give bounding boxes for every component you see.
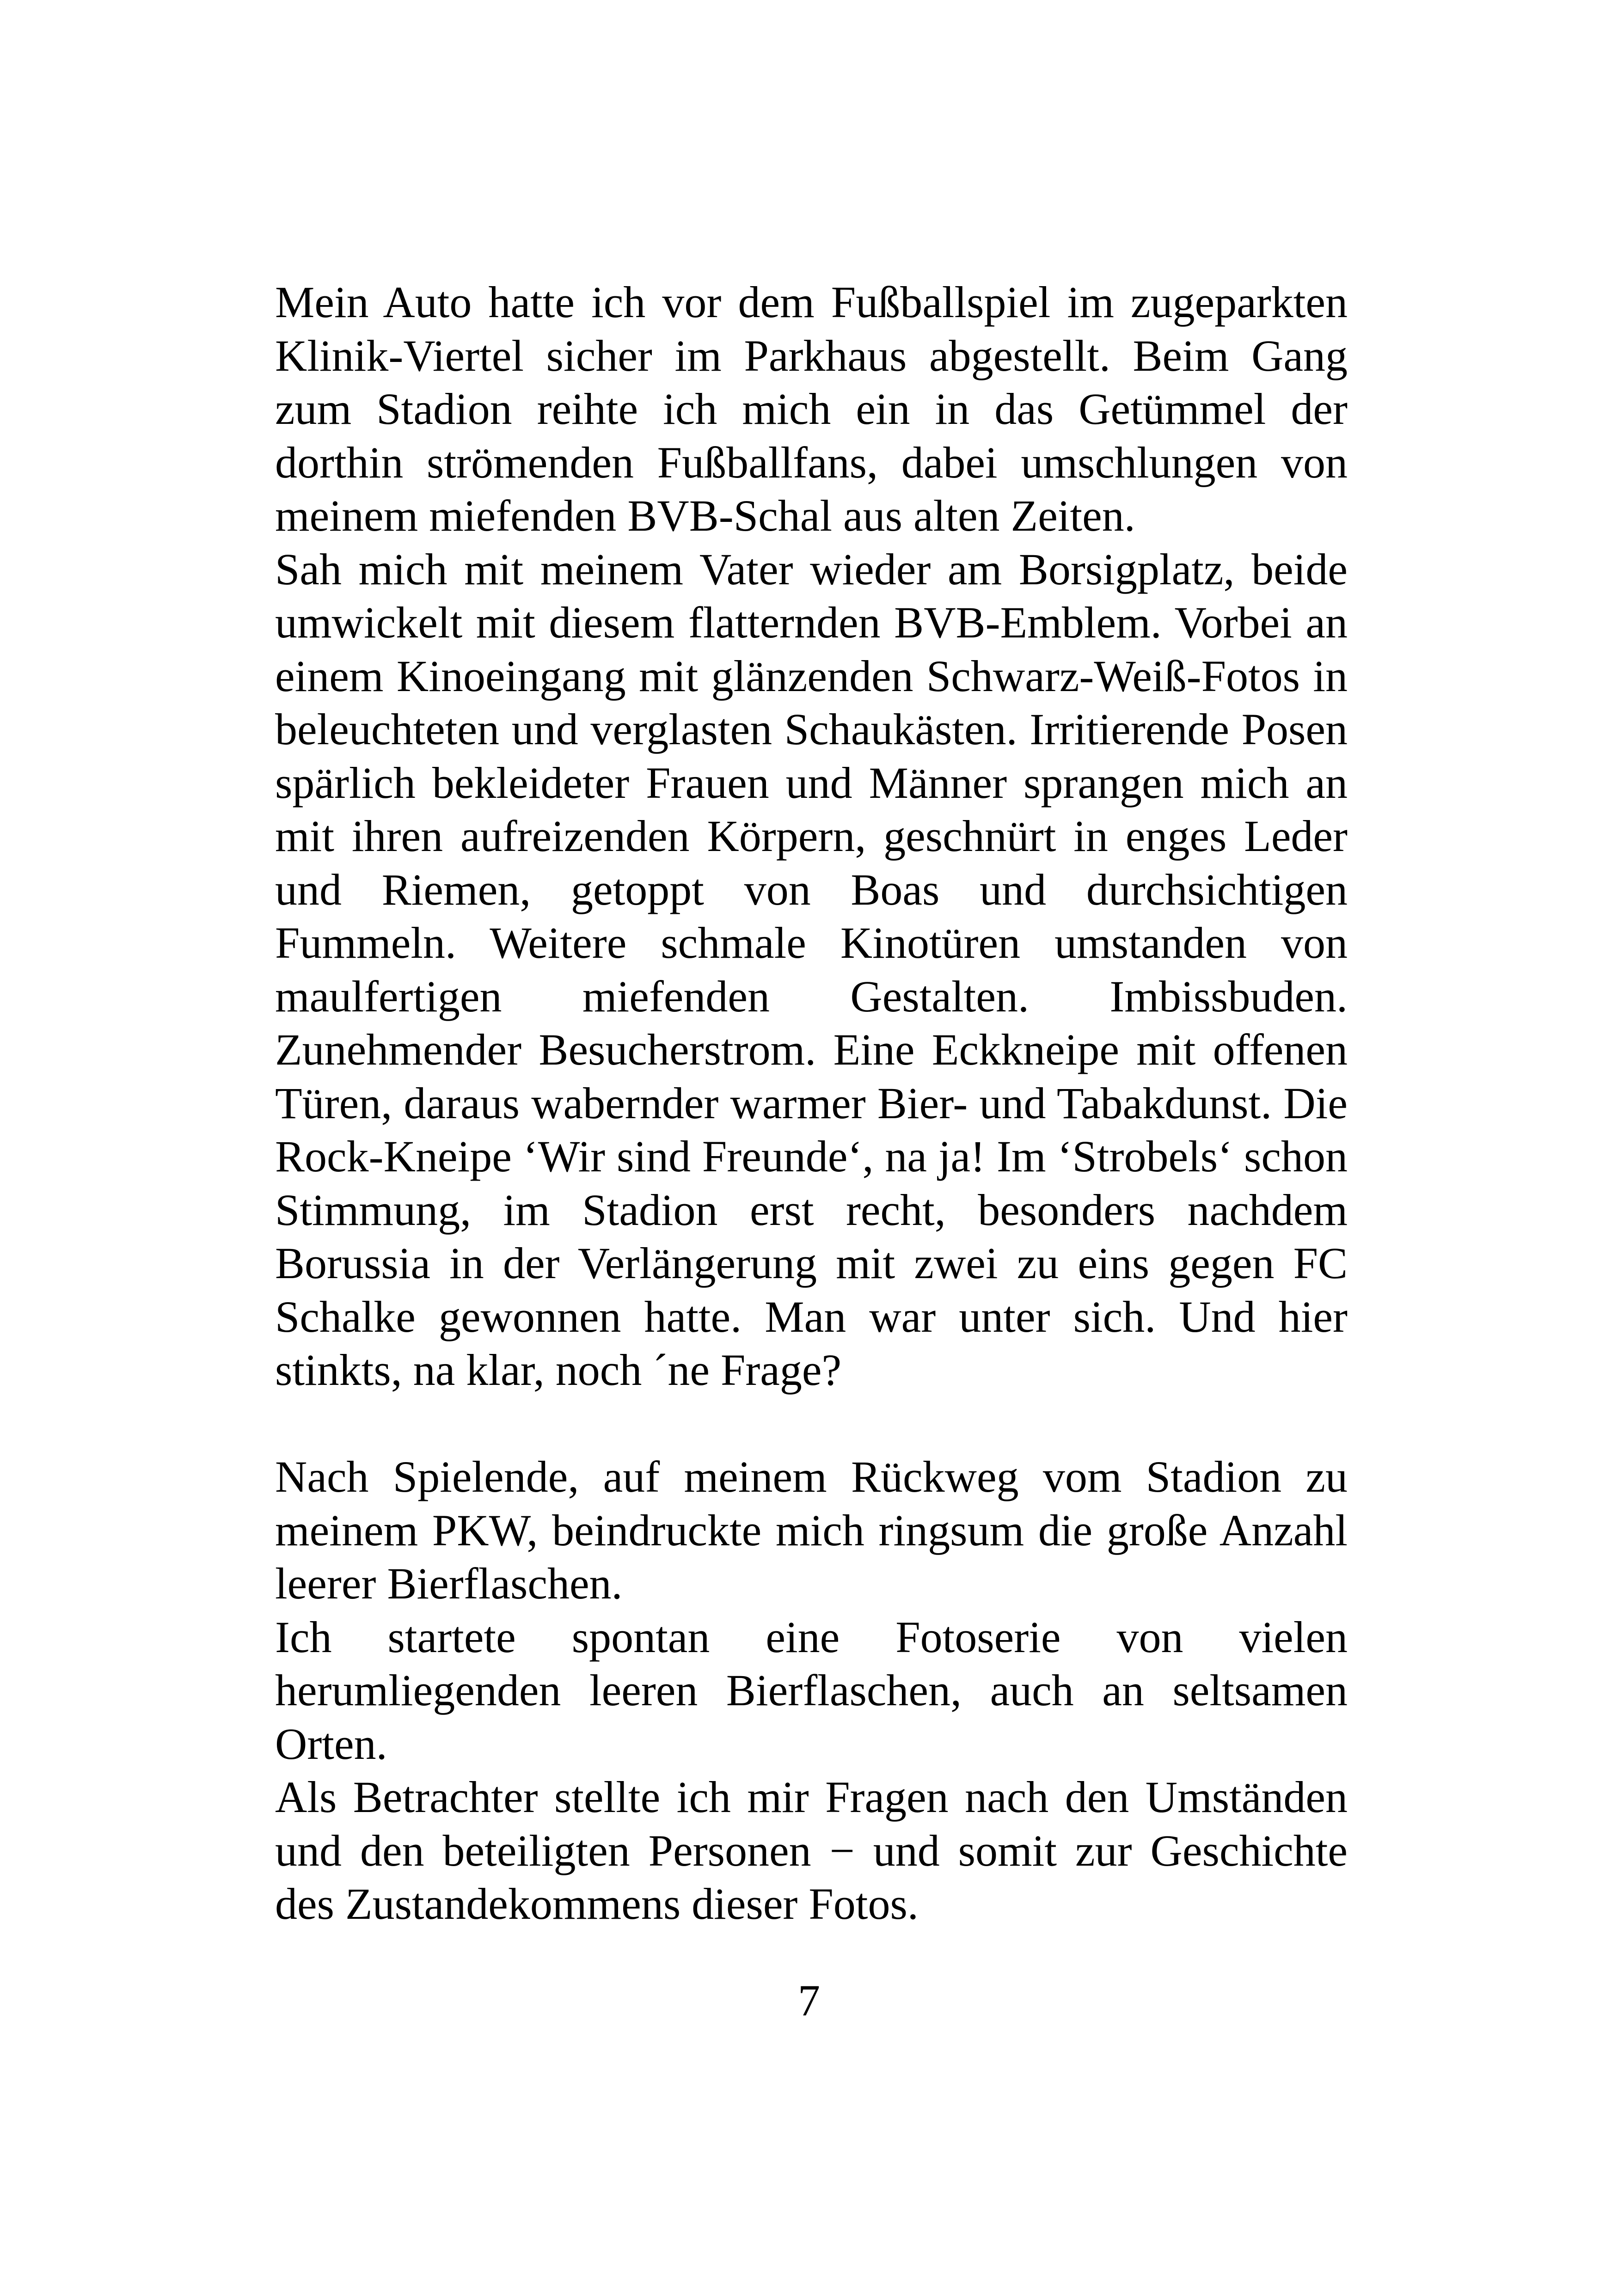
page-number: 7 xyxy=(798,1976,820,2025)
paragraph-gap xyxy=(275,1397,1348,1451)
paragraph-parking: Mein Auto hatte ich vor dem Fußballspiel im zugeparkten Klinik-Viertel sicher im Parkhaus abgestellt. Beim Gang zum Stadion reihte ich mich ein in das Getümmel der dorthin strömenden Fußballfans, dabei umschlungen von meinem miefenden BVB-Schal aus alten Zeiten. xyxy=(275,277,1348,540)
paragraph-observer: Als Betrachter stellte ich mir Fragen nach den Umständen und den beteiligten Personen − und somit zur Geschichte des Zustandekommens dieser Fotos. xyxy=(275,1772,1348,1929)
body-text xyxy=(275,276,1348,1931)
paragraph-after-game: Nach Spielende, auf meinem Rückweg vom Stadion zu meinem PKW, beindruckte mich ringsum die große Anzahl leerer Bierflaschen. xyxy=(275,1452,1348,1608)
paragraph-photo-series: Ich startete spontan eine Fotoserie von vielen herumliegenden leeren Bierflaschen, auch an seltsamen Orten. xyxy=(275,1612,1348,1769)
paragraph-borsigplatz: Sah mich mit meinem Vater wieder am Borsigplatz, beide umwickelt mit diesem flatternden BVB-Emblem. Vorbei an einem Kinoeingang mit glänzenden Schwarz-Weiß-Fotos in beleuchteten und verglasten Schaukästen. Irritierende Posen spärlich bekleideter Frauen und Männer sprangen mich an mit ihren aufreizenden Körpern, geschnürt in enges Leder und Riemen, getoppt von Boas und durchsichtigen Fummeln. Weitere schmale Kinotüren umstanden von maulfertigen miefenden Gestalten. Imbissbuden. Zunehmender Besucherstrom. Eine Eckkneipe mit offenen Türen, daraus wabernder warmer Bier- und Tabakdunst. Die Rock-Kneipe ‘Wir sind Freunde‘, na ja! Im ‘Strobels‘ schon Stimmung, im Stadion erst recht, besonders nachdem Borussia in der Verlängerung mit zwei zu eins gegen FC Schalke gewonnen hatte. Man war unter sich. Und hier stinkts, na klar, noch ´ne Frage? xyxy=(275,544,1348,1395)
